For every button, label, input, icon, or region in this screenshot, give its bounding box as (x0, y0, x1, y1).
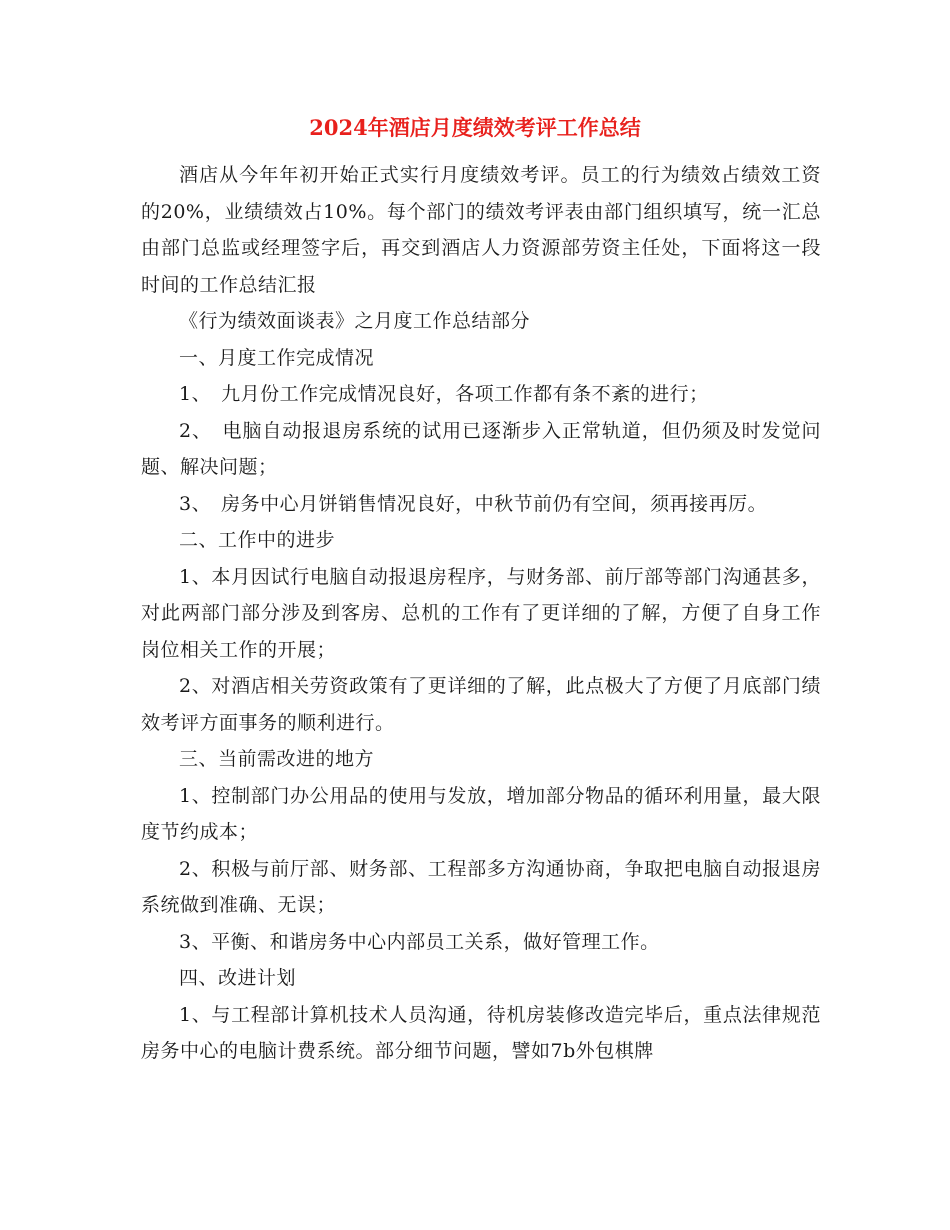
list-item: 2、对酒店相关劳资政策有了更详细的了解，此点极大了方便了月底部门绩效考评方面事务的顺利进行。 (141, 675, 821, 734)
list-item: 2、 电脑自动报退房系统的试用已逐渐步入正常轨道，但仍须及时发觉问题、解决问题； (141, 419, 821, 478)
section-heading-4: 四、改进计划 (179, 967, 297, 989)
paragraph-subtitle: 《行为绩效面谈表》之月度工作总结部分 (179, 310, 531, 332)
document-body (141, 157, 821, 1070)
section-heading-3: 三、当前需改进的地方 (179, 748, 375, 770)
list-item: 1、 九月份工作完成情况良好，各项工作都有条不紊的进行； (179, 383, 709, 405)
list-item: 3、平衡、和谐房务中心内部员工关系，做好管理工作。 (179, 930, 660, 953)
section-heading-2: 二、工作中的进步 (179, 529, 336, 551)
list-item: 1、本月因试行电脑自动报退房程序，与财务部、前厅部等部门沟通甚多，对此两部门部分涉及到客房、总机的工作有了更详细的了解，方便了自身工作岗位相关工作的开展； (141, 565, 821, 661)
section-heading-1: 一、月度工作完成情况 (179, 346, 375, 369)
document-title: 2024年酒店月度绩效考评工作总结 (309, 115, 641, 140)
list-item: 1、与工程部计算机技术人员沟通，待机房装修改造完毕后，重点法律规范房务中心的电脑计费系统。部分细节问题，譬如7b外包棋牌 (141, 1003, 821, 1062)
paragraph-intro: 酒店从今年年初开始正式实行月度绩效考评。员工的行为绩效占绩效工资的20%，业绩绩效占10%。每个部门的绩效考评表由部门组织填写，统一汇总由部门总监或经理签字后，再交到酒店人力资源部劳资主任处，下面将这一段时间的工作总结汇报 (141, 164, 821, 296)
list-item: 3、 房务中心月饼销售情况良好，中秋节前仍有空间，须再接再厉。 (179, 492, 768, 515)
list-item: 2、积极与前厅部、财务部、工程部多方沟通协商，争取把电脑自动报退房系统做到准确、无误； (141, 857, 821, 916)
list-item: 1、控制部门办公用品的使用与发放，增加部分物品的循环利用量，最大限度节约成本； (141, 784, 821, 843)
